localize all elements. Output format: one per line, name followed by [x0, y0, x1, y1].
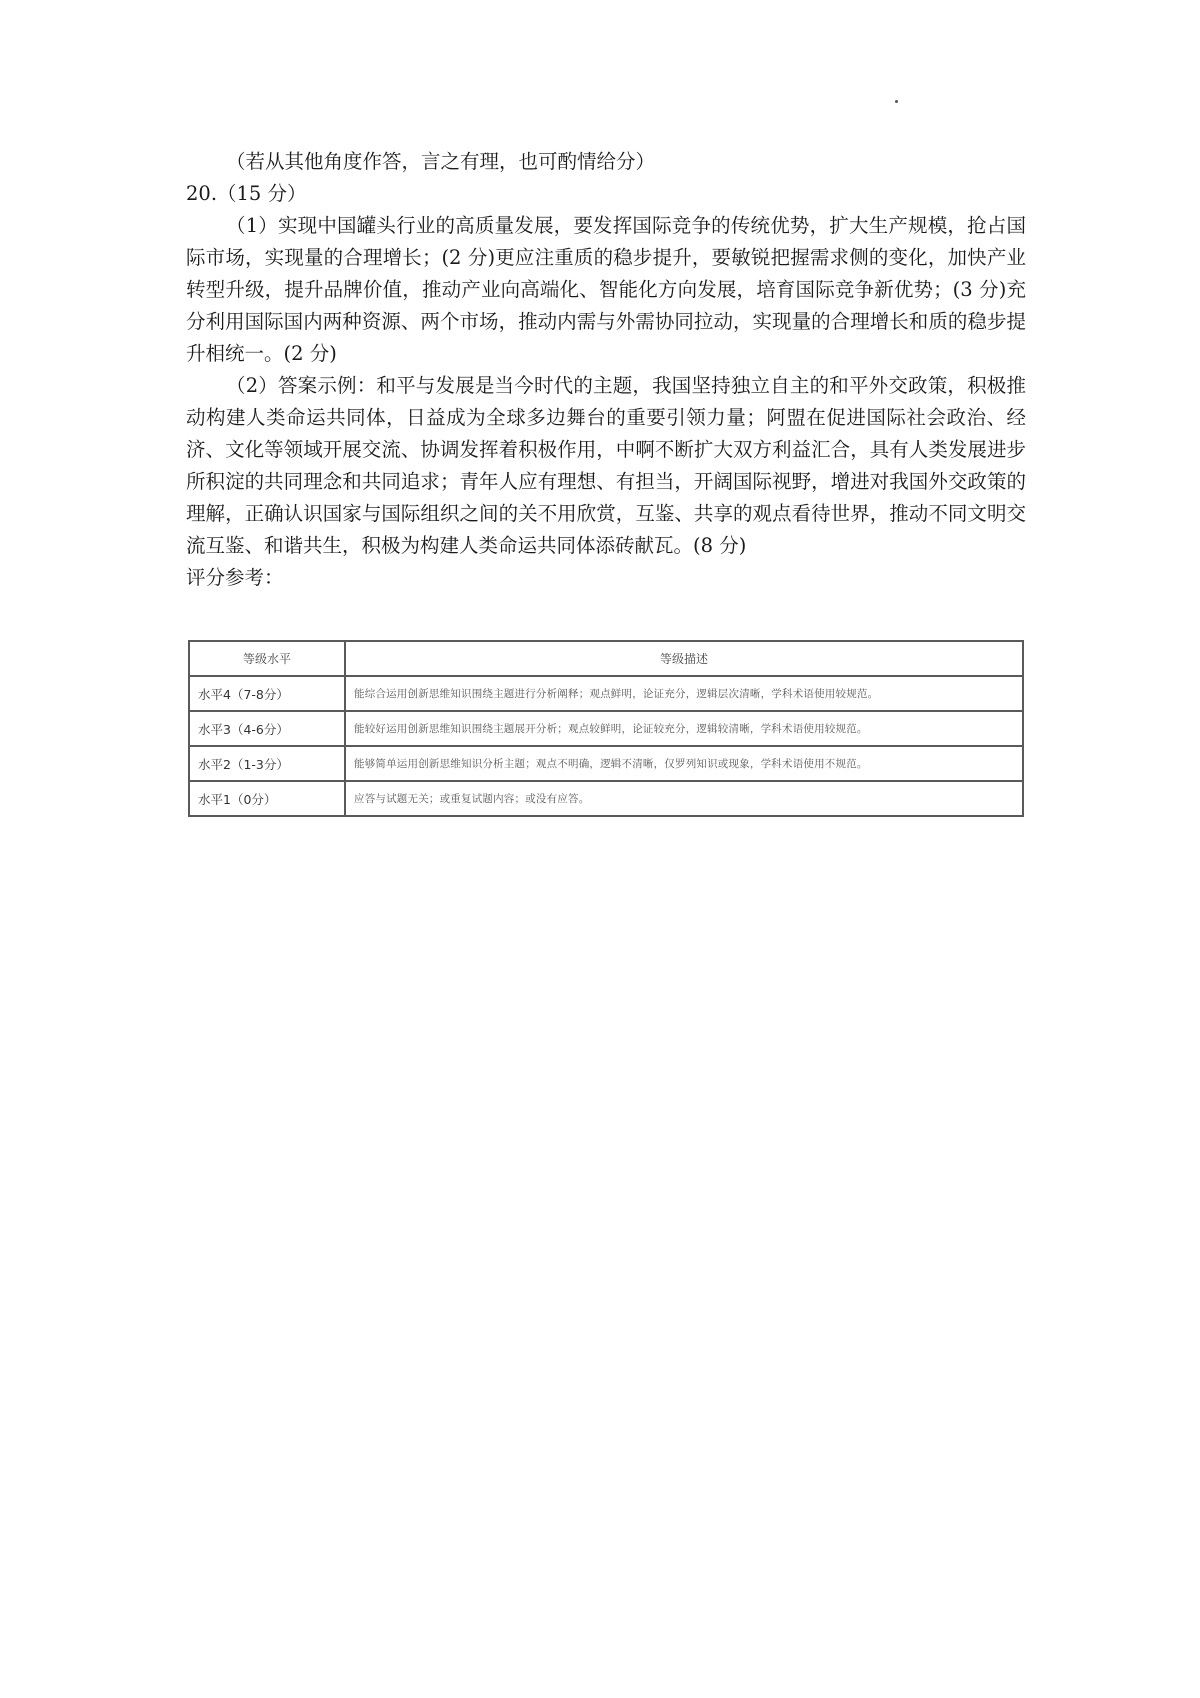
scoring-table-container — [188, 640, 1024, 817]
answer-part-2: （2）答案示例：和平与发展是当今时代的主题，我国坚持独立自主的和平外交政策，积极推动构建人类命运共同体，日益成为全球多边舞台的重要引领力量；阿盟在促进国际社会政治、经济、文化等领域开展交流、协调发挥着积极作用，中啊不断扩大双方利益汇合，具有人类发展进步所积淀的共同理念和共同追求；青年人应有理想、有担当，开阔国际视野，增进对我国外交政策的理解，正确认识国家与国际组织之间的关不用欣赏，互鉴、共享的观点看待世界，推动不同文明交流互鉴、和谐共生，积极为构建人类命运共同体添砖献瓦。(8 分) — [186, 374, 1026, 557]
table-row — [189, 676, 1023, 711]
note-line: （若从其他角度作答，言之有理，也可酌情给分） — [226, 150, 656, 173]
table-row — [189, 711, 1023, 746]
header-level: 等级水平 — [189, 641, 345, 676]
header-description: 等级描述 — [345, 641, 1023, 676]
level-cell: 水平2（1-3分） — [189, 746, 345, 781]
description-cell: 应答与试题无关；或重复试题内容；或没有应答。 — [345, 781, 1023, 816]
question-header: 20.（15 分） — [186, 182, 307, 205]
answer-part-1: （1）实现中国罐头行业的高质量发展，要发挥国际竞争的传统优势，扩大生产规模，抢占国际市场，实现量的合理增长；(2 分)更应注重质的稳步提升，要敏锐把握需求侧的变化，加快产业转型升级，提升品牌价值，推动产业向高端化、智能化方向发展，培育国际竞争新优势；(3 分)充分利用国际国内两种资源、两个市场，推动内需与外需协同拉动，实现量的合理增长和质的稳步提升相统一。(2 分) — [186, 214, 1026, 365]
level-cell: 水平3（4-6分） — [189, 711, 345, 746]
level-cell: 水平1（0分） — [189, 781, 345, 816]
answer-content — [186, 146, 1026, 594]
scoring-table — [188, 640, 1024, 817]
description-cell: 能较好运用创新思维知识围绕主题展开分析；观点较鲜明，论证较充分，逻辑较清晰，学科术语使用较规范。 — [345, 711, 1023, 746]
description-cell: 能综合运用创新思维知识围绕主题进行分析阐释；观点鲜明，论证充分，逻辑层次清晰，学科术语使用较规范。 — [345, 676, 1023, 711]
level-cell: 水平4（7-8分） — [189, 676, 345, 711]
table-row — [189, 781, 1023, 816]
table-row — [189, 746, 1023, 781]
scoring-label: 评分参考： — [186, 566, 284, 589]
description-cell: 能够简单运用创新思维知识分析主题；观点不明确，逻辑不清晰，仅罗列知识或现象，学科术语使用不规范。 — [345, 746, 1023, 781]
scan-dot — [895, 100, 898, 103]
table-header-row — [189, 641, 1023, 676]
